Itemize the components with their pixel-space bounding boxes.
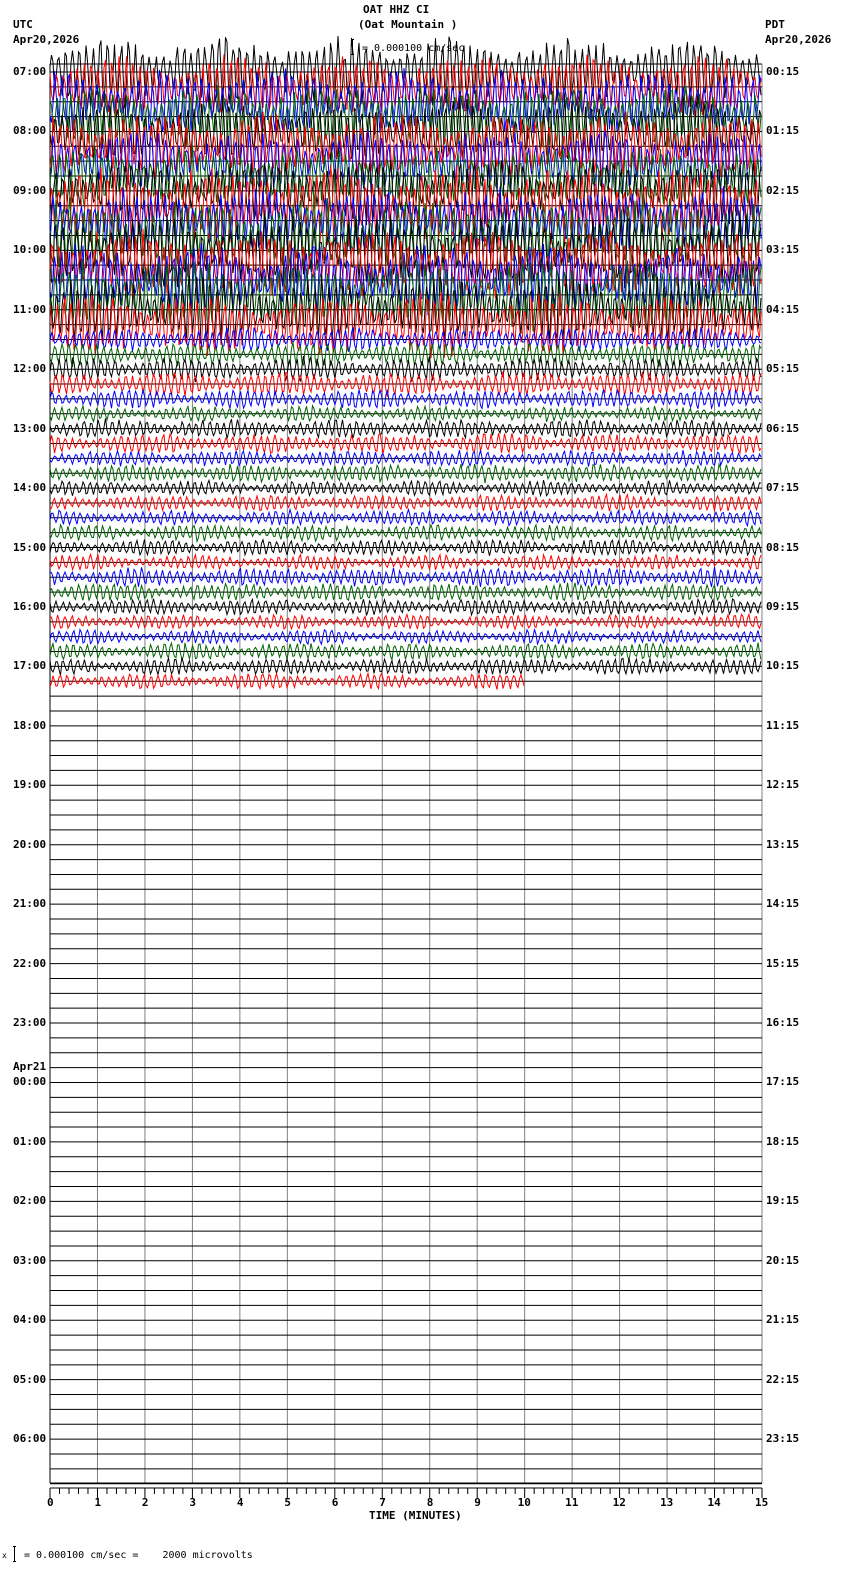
utc-hour-label: 06:00 xyxy=(13,1432,47,1446)
pdt-hour-label: 08:15 xyxy=(766,540,800,554)
left-date: Apr20,2026 xyxy=(13,33,80,46)
utc-hour-label: 11:00 xyxy=(13,302,47,316)
x-tick-label: 5 xyxy=(284,1496,291,1509)
utc-hour-label: 02:00 xyxy=(13,1194,47,1208)
pdt-hour-label: 17:15 xyxy=(766,1075,800,1089)
utc-hour-label: 16:00 xyxy=(13,599,47,613)
pdt-hour-label: 19:15 xyxy=(766,1194,800,1208)
pdt-hour-label: 03:15 xyxy=(766,243,800,257)
right-timezone: PDT xyxy=(765,18,785,31)
footer-prefix: x xyxy=(2,1551,7,1560)
pdt-hour-label: 02:15 xyxy=(766,183,800,197)
x-tick-label: 3 xyxy=(189,1496,197,1509)
scale-label: = 0.000100 cm/sec xyxy=(362,43,465,54)
utc-hour-label: 04:00 xyxy=(13,1313,47,1327)
pdt-hour-label: 12:15 xyxy=(766,778,800,792)
utc-hour-label: 22:00 xyxy=(13,956,47,970)
pdt-hour-label: 13:15 xyxy=(766,837,800,851)
x-tick-label: 1 xyxy=(94,1496,102,1509)
subtitle: (Oat Mountain ) xyxy=(358,18,458,31)
pdt-hour-label: 18:15 xyxy=(766,1134,800,1148)
x-tick-label: 9 xyxy=(474,1496,481,1509)
x-tick-label: 14 xyxy=(707,1496,721,1509)
pdt-hour-label: 04:15 xyxy=(766,302,800,316)
pdt-hour-label: 05:15 xyxy=(766,362,800,376)
pdt-hour-label: 16:15 xyxy=(766,1016,800,1030)
utc-hour-label: 13:00 xyxy=(13,421,47,435)
x-axis-title: TIME (MINUTES) xyxy=(369,1509,462,1522)
x-tick-label: 7 xyxy=(379,1496,386,1509)
pdt-hour-label: 15:15 xyxy=(766,956,800,970)
utc-hour-label: 12:00 xyxy=(13,362,47,376)
title: OAT HHZ CI xyxy=(363,3,430,16)
pdt-hour-label: 07:15 xyxy=(766,481,800,495)
footer-scale-label: = 0.000100 cm/sec = 2000 microvolts xyxy=(24,1550,253,1561)
utc-hour-label: 17:00 xyxy=(13,659,47,673)
pdt-hour-label: 06:15 xyxy=(766,421,800,435)
x-tick-label: 6 xyxy=(331,1496,339,1509)
x-tick-label: 10 xyxy=(517,1496,531,1509)
x-tick-label: 2 xyxy=(141,1496,149,1509)
left-timezone: UTC xyxy=(13,18,33,31)
x-tick-label: 11 xyxy=(565,1496,579,1509)
utc-hour-label: 00:00 xyxy=(13,1075,47,1089)
utc-hour-label: 09:00 xyxy=(13,183,47,197)
utc-hour-label: 21:00 xyxy=(13,897,47,911)
pdt-hour-label: 20:15 xyxy=(766,1253,800,1267)
utc-hour-label: 20:00 xyxy=(13,837,47,851)
utc-hour-label: 23:00 xyxy=(13,1016,47,1030)
footer-scale-bar-icon xyxy=(13,1546,16,1562)
utc-hour-label: 07:00 xyxy=(13,65,47,78)
utc-hour-label: 08:00 xyxy=(13,124,47,138)
x-tick-label: 13 xyxy=(660,1496,674,1509)
utc-date-label: Apr21 xyxy=(13,1060,47,1074)
utc-hour-label: 10:00 xyxy=(13,243,47,257)
utc-hour-label: 14:00 xyxy=(13,481,47,495)
right-date: Apr20,2026 xyxy=(765,33,832,46)
utc-hour-label: 15:00 xyxy=(13,540,47,554)
utc-hour-label: 18:00 xyxy=(13,718,47,732)
pdt-hour-label: 14:15 xyxy=(766,897,800,911)
x-tick-label: 4 xyxy=(236,1496,244,1509)
pdt-hour-label: 23:15 xyxy=(766,1432,800,1446)
utc-hour-label: 19:00 xyxy=(13,778,47,792)
pdt-hour-label: 00:15 xyxy=(766,65,800,78)
utc-hour-label: 01:00 xyxy=(13,1134,47,1148)
pdt-hour-label: 21:15 xyxy=(766,1313,800,1327)
x-tick-label: 12 xyxy=(612,1496,626,1509)
utc-hour-label: 05:00 xyxy=(13,1372,47,1386)
utc-hour-label: 03:00 xyxy=(13,1253,47,1267)
pdt-hour-label: 09:15 xyxy=(766,599,800,613)
x-tick-label: 15 xyxy=(755,1496,769,1509)
pdt-hour-label: 01:15 xyxy=(766,124,800,138)
pdt-hour-label: 10:15 xyxy=(766,659,800,673)
pdt-hour-label: 11:15 xyxy=(766,718,800,732)
pdt-hour-label: 22:15 xyxy=(766,1372,800,1386)
x-tick-label: 8 xyxy=(426,1496,434,1509)
x-tick-label: 0 xyxy=(47,1496,54,1509)
